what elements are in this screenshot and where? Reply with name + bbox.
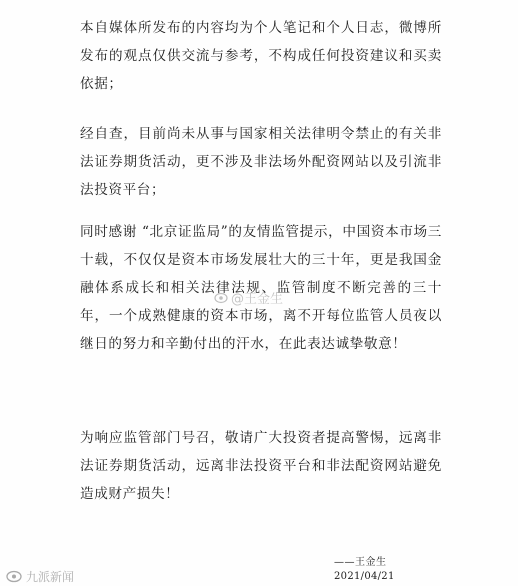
watermark-center: [214, 288, 283, 307]
watermark-center-text: @王金生: [231, 292, 284, 307]
watermark-corner-text: 九派新闻: [26, 570, 75, 584]
signature-date: 2021/04/21: [334, 571, 395, 582]
paragraph-self-check: 经自查，目前尚未从事与国家相关法律明令禁止的有关非法证券期货活动，更不涉及非法场外配资网站以及引流非法投资平台；: [80, 126, 442, 198]
weibo-eye-icon: [6, 570, 22, 583]
signature-name: ——王金生: [334, 557, 387, 568]
paragraph-disclaimer: 本自媒体所发布的内容均为个人笔记和个人日志，微博所发布的观点仅供交流与参考，不构成任何投资建议和买卖依据；: [80, 20, 442, 92]
paragraph-thanks: 同时感谢 “北京证监局”的友情监管提示，中国资本市场三十载，不仅仅是资本市场发展壮大的三十年，更是我国金融体系成长和相关法律法规、监管制度不断完善的三十年，一个成熟健康的资本市场，离不开每位监管人员夜以继日的努力和辛勤付出的汗水，在此表达诚挚敬意！: [80, 224, 442, 352]
watermark-corner: [6, 568, 74, 585]
weibo-eye-icon: [214, 292, 228, 304]
paragraph-warning: 为响应监管部门号召，敬请广大投资者提高警惕，远离非法证券期货活动，远离非法投资平台和非法配资网站避免造成财产损失！: [80, 430, 442, 502]
